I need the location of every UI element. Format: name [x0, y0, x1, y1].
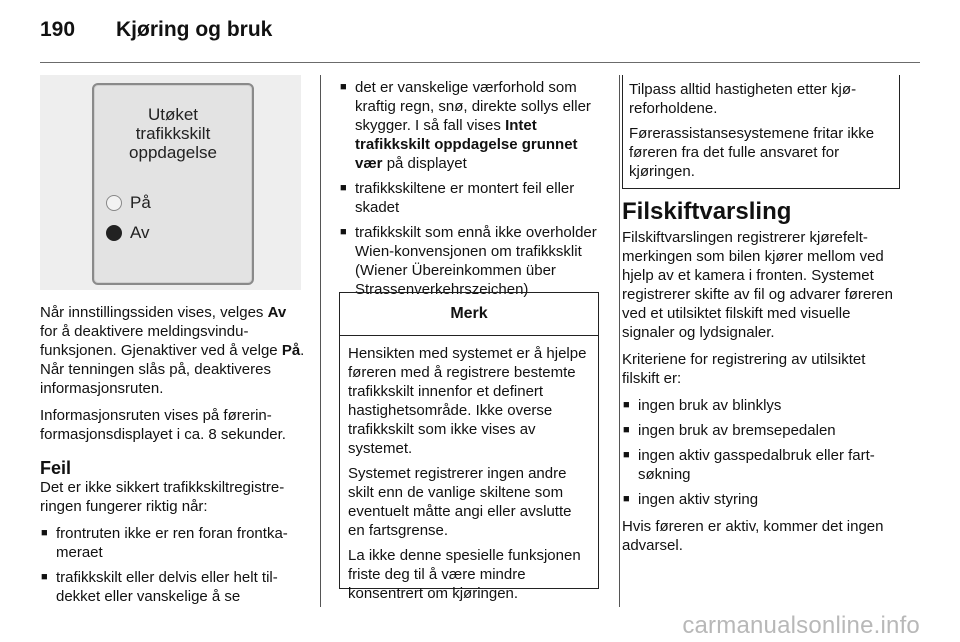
option-label: Av [130, 223, 150, 242]
page-number: 190 [40, 18, 76, 41]
option-pa [106, 193, 151, 213]
display-title [94, 105, 252, 162]
note-body [340, 336, 598, 603]
conditions-list [339, 78, 603, 299]
section-paragraph: Hvis føreren er aktiv, kommer det ingen advarsel. [622, 518, 884, 554]
list-item: ■ ingen aktiv gasspedalbruk eller fartsøkning [622, 446, 902, 484]
display-title-line: Utøket [147, 105, 199, 124]
column-1 [40, 303, 305, 614]
list-item: ■ trafikkskilt eller delvis eller helt tildekket eller vanskelige å se [40, 568, 305, 606]
column-2 [339, 78, 603, 307]
tip-paragraph: Førerassistansesystemene fritar ikke føreren fra det fulle ansvaret for kjøringen. [629, 125, 875, 180]
watermark: carmanualsonline.info [682, 612, 920, 639]
intro-paragraph [40, 303, 305, 398]
text: . Når tenningen slås på, deaktiveres informasjonsruten. [40, 342, 305, 397]
text: for å deaktivere meldingsvindufunksjonen. Gjenaktiver ved å velge [40, 323, 282, 359]
section-title: Filskiftvarsling [622, 198, 792, 225]
criteria-list [622, 396, 902, 509]
option-label: På [130, 193, 151, 212]
column-divider-1 [320, 75, 321, 607]
display-illustration [40, 75, 301, 290]
chapter-title: Kjøring og bruk [116, 18, 273, 41]
column-divider-2 [619, 75, 620, 607]
feil-intro: Det er ikke sikkert trafikkskiltregistreringen fungerer riktig når: [40, 479, 285, 515]
option-av [106, 223, 150, 243]
section-paragraph: Kriteriene for registrering av utilsiktet filskift er: [622, 351, 866, 387]
radio-unselected-icon [106, 195, 122, 211]
header-rule [40, 62, 920, 63]
note-paragraph: Hensikten med systemet er å hjelpe føreren med å registrere bestemte trafikkskilt innenfor et definert hastighetsområde. Ikke overse trafikkskilt som ikke vises av systemet. [348, 345, 587, 457]
note-box [339, 292, 599, 602]
list-item: ■ trafikkskilt som ennå ikke overholder Wien-konvensjonen om trafikksklit (Wiener Übereinkommen über Strassenverkehrszeichen) [339, 223, 603, 299]
display-screen [92, 83, 254, 285]
section-paragraph: Filskiftvarslingen registrerer kjørefeltmerkingen som bilen kjører mellom ved hjelp av et kamera i fronten. Systemet registrerer skifte av fil og advarer føreren ved et utilsiktet filskift med visuelle signaler og lydsignaler. [622, 229, 893, 341]
list-item: ■ frontruten ikke er ren foran frontkameraet [40, 524, 305, 562]
display-message: Intet trafikkskilt oppdagelse grunnet vær [355, 117, 578, 172]
text: på displayet [382, 155, 467, 172]
feil-heading: Feil [40, 458, 72, 478]
list-item: ■ ingen bruk av bremsepedalen [622, 421, 902, 440]
bold-pa: På [281, 342, 301, 359]
radio-selected-icon [106, 225, 122, 241]
note-paragraph: Systemet registrerer ingen andre skilt enn de vanlige skiltene som eventuelt måtte angi eller avslutte en fartsgrense. [348, 465, 572, 539]
note-heading: Merk [340, 292, 598, 336]
tip-box [622, 75, 900, 189]
bold-av: Av [267, 304, 287, 321]
feil-list [40, 524, 305, 606]
note-paragraph: La ikke denne spesielle funksjonen friste deg til å være mindre konsentrert om kjøringen. [348, 547, 581, 602]
list-item: ■ ingen bruk av blinklys [622, 396, 902, 415]
text: det er vanskelige værforhold som kraftig regn, snø, direkte sollys eller skygger. I så fall vises [355, 79, 591, 134]
list-item [339, 78, 603, 173]
column-3 [622, 198, 902, 563]
list-item: ■ ingen aktiv styring [622, 490, 902, 509]
info-paragraph: Informasjonsruten vises på førerinformasjonsdisplayet i ca. 8 sekunder. [40, 407, 286, 443]
text: Når innstillingssiden vises, velges [40, 304, 268, 321]
display-title-line: oppdagelse [129, 143, 217, 162]
display-title-line: trafikkskilt [135, 124, 211, 143]
list-item: ■ trafikkskiltene er montert feil eller skadet [339, 179, 603, 217]
tip-paragraph: Tilpass alltid hastigheten etter kjøreforholdene. [629, 81, 857, 117]
